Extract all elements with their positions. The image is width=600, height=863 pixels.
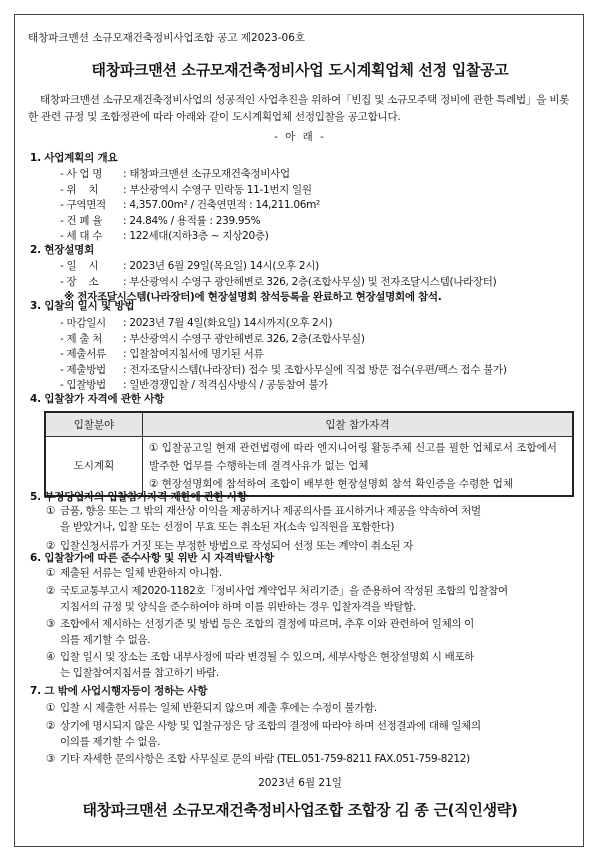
item-text: 상기에 명시되지 않은 사항 및 입찰규정은 당 조합의 결정에 따라야 하며 선정결과에 대해 일체의 — [60, 720, 481, 732]
issue-date: 2023년 6월 21일 — [258, 777, 342, 789]
item-text-cont: 는 입찰참여지침서를 참고하기 바람. — [60, 667, 219, 679]
item-text-cont: 의를 제기할 수 없음. — [60, 634, 151, 646]
section-7-heading: 7. 그 밖에 사업시행자등이 정하는 사항 — [30, 685, 208, 697]
notice-number: 태창파크맨션 소규모재건축정비사업조합 공고 제2023-06호 — [28, 32, 306, 44]
item-number: ① — [46, 505, 56, 517]
s3-value: : 입찰참여지침서에 명기된 서류 — [120, 348, 264, 360]
s2-key: - 일 시 — [60, 260, 99, 272]
item-number: ② — [46, 540, 56, 552]
table-header-field: 입찰분야 — [45, 412, 143, 437]
s1-item — [60, 198, 320, 212]
s1-value: : 4,357.00m² / 건축연면적 : 14,211.06m² — [120, 199, 320, 211]
item-text: 제출된 서류는 일체 반환하지 아니함. — [60, 567, 222, 579]
center-label: - 아 래 - — [274, 131, 326, 143]
s3-key: - 제출방법 — [60, 363, 106, 376]
item-text: 입찰신청서류가 거짓 또는 부정한 방법으로 작성되어 선정 또는 계약이 취소된 자 — [60, 540, 414, 552]
s3-item — [60, 363, 507, 377]
s2-item — [60, 259, 319, 273]
s3-value: : 부산광역시 수영구 광안해변로 326, 2층(조합사무실) — [120, 332, 365, 345]
s1-value: : 태창파크맨션 소규모재건축정비사업 — [120, 168, 290, 180]
item-text: 국토교통부고시 제2020-1182호「정비사업 계약업무 처리기준」을 준용하여 작성된 조합의 입찰참여 — [60, 585, 508, 597]
item-text: 입찰 일시 및 장소는 조합 내부사정에 따라 변경될 수 있으며, 세부사항은 현장설명회 시 배포하 — [60, 651, 474, 663]
table-row — [45, 437, 573, 497]
item-number: ② — [46, 585, 56, 597]
s5-item-1 — [46, 503, 576, 535]
s2-value: : 2023년 6월 29일(목요일) 14시(오후 2시) — [120, 260, 319, 272]
qualification-1: ① 입찰공고일 현재 관련법령에 따라 엔지니어링 활동주체 신고를 필한 업체로서 조합에서 발주한 업무를 수행하는데 결격사유가 없는 업체 — [149, 442, 557, 472]
s6-item-2 — [46, 583, 576, 615]
s1-key: - 위 치 — [60, 183, 99, 196]
s6-item-3 — [46, 616, 576, 648]
item-number: ④ — [46, 651, 56, 663]
item-text: 금품, 향응 또는 그 밖의 재산상 이익을 제공하거나 제공의사를 표시하거나 제공을 약속하여 처벌 — [60, 505, 481, 517]
s7-item-1 — [46, 700, 576, 716]
section-1-heading: 1. 사업계획의 개요 — [30, 152, 118, 164]
table-cell-field: 도시계획 — [45, 437, 143, 497]
s3-item — [60, 347, 263, 361]
s3-item — [60, 378, 328, 392]
intro-paragraph: 태창파크맨션 소규모재건축정비사업의 성공적인 사업추진을 위하여「빈집 및 소규모주택 정비에 관한 특례법」을 비롯한 관련 규정 및 조합정관에 따라 아래와 같이 도시계획업체 선정입찰을 공고합니다. — [28, 94, 570, 123]
table-header-row — [45, 412, 573, 437]
section-4-heading: 4. 입찰참가 자격에 관한 사항 — [30, 393, 165, 405]
s1-item — [60, 167, 290, 181]
s3-key: - 제 출 처 — [60, 332, 103, 345]
s1-key: - 건 폐 율 — [60, 214, 103, 227]
item-text: 조합에서 제시하는 선정기준 및 방법 등은 조합의 결정에 따르며, 추후 이와 관련하여 일체의 이 — [60, 618, 474, 630]
item-number: ② — [46, 720, 56, 732]
s2-note: ※ 전자조달시스템(나라장터)에 현장설명회 참석등록을 완료하고 현장설명회에 참석. — [64, 291, 442, 303]
s3-key: - 입찰방법 — [60, 379, 106, 391]
s1-value: : 122세대(지하3층 ~ 지상20층) — [120, 230, 269, 242]
s3-value: : 2023년 7월 4일(화요일) 14시까지(오후 2시) — [120, 317, 333, 329]
table-header-qualification: 입찰 참가자격 — [143, 412, 574, 437]
s3-value: : 전자조달시스템(나라장터) 접수 및 조합사무실에 직접 방문 접수(우편/팩스 접수 불가) — [120, 363, 507, 376]
item-number: ③ — [46, 753, 56, 765]
section-5-heading: 5. 부정당업자의 입찰참가자격 제한에 관한 사항 — [30, 491, 248, 503]
table-cell-qualification — [143, 437, 574, 497]
item-number: ① — [46, 702, 56, 714]
s7-item-3 — [46, 751, 576, 767]
s1-value: : 부산광역시 수영구 민락동 11-1번지 일원 — [120, 183, 312, 196]
s3-item — [60, 332, 365, 346]
s2-value: : 부산광역시 수영구 광안해변로 326, 2층(조합사무실) 및 전자조달시스템(나라장터) — [120, 276, 497, 288]
s1-key: - 구역면적 — [60, 199, 106, 211]
s2-item — [60, 275, 496, 289]
s7-item-2 — [46, 718, 576, 750]
s3-key: - 제출서류 — [60, 348, 106, 360]
item-text: 입찰 시 제출한 서류는 일체 반환되지 않으며 제출 후에는 수정이 불가함. — [60, 702, 377, 714]
s3-item — [60, 316, 332, 330]
item-number: ① — [46, 567, 56, 579]
s1-value: : 24.84% / 용적률 : 239.95% — [120, 214, 261, 227]
section-3-heading: 3. 입찰의 일시 및 방법 — [30, 300, 135, 312]
s1-item — [60, 214, 260, 228]
item-text-cont: 을 받았거나, 입찰 또는 선정이 무효 또는 취소된 자(소속 임직원을 포함한다) — [60, 521, 395, 533]
s6-item-4 — [46, 649, 576, 681]
item-text-cont: 지침서의 규정 및 양식을 준수하여야 하며 이를 위반하는 경우 입찰자격을 박탈함. — [60, 601, 417, 613]
s1-item — [60, 183, 312, 197]
item-text-cont: 이의를 제기할 수 없음. — [60, 736, 161, 748]
section-2-heading: 2. 현장설명회 — [30, 244, 95, 256]
qualification-table — [44, 411, 574, 497]
qualification-2: ② 현장설명회에 참석하여 조합이 배부한 현장설명회 참석 확인증을 수령한 업체 — [149, 478, 514, 490]
s1-key: - 세 대 수 — [60, 230, 103, 242]
s3-key: - 마감일시 — [60, 317, 106, 329]
section-6-heading: 6. 입찰참가에 따른 준수사항 및 위반 시 자격박탈사항 — [30, 552, 274, 564]
s6-item-1 — [46, 565, 576, 581]
s3-value: : 일반경쟁입찰 / 적격심사방식 / 공동참여 불가 — [120, 379, 329, 391]
item-number: ③ — [46, 618, 56, 630]
s1-key: - 사 업 명 — [60, 168, 103, 180]
page-title: 태창파크맨션 소규모재건축정비사업 도시계획업체 선정 입찰공고 — [91, 61, 509, 79]
item-text: 기타 자세한 문의사항은 조합 사무실로 문의 바람 (TEL.051-759-8211 FAX.051-759-8212) — [60, 753, 470, 765]
s1-item — [60, 229, 269, 243]
signatory: 태창파크맨션 소규모재건축정비사업조합 조합장 김 종 근(직인생략) — [82, 801, 518, 819]
s2-key: - 장 소 — [60, 276, 99, 288]
